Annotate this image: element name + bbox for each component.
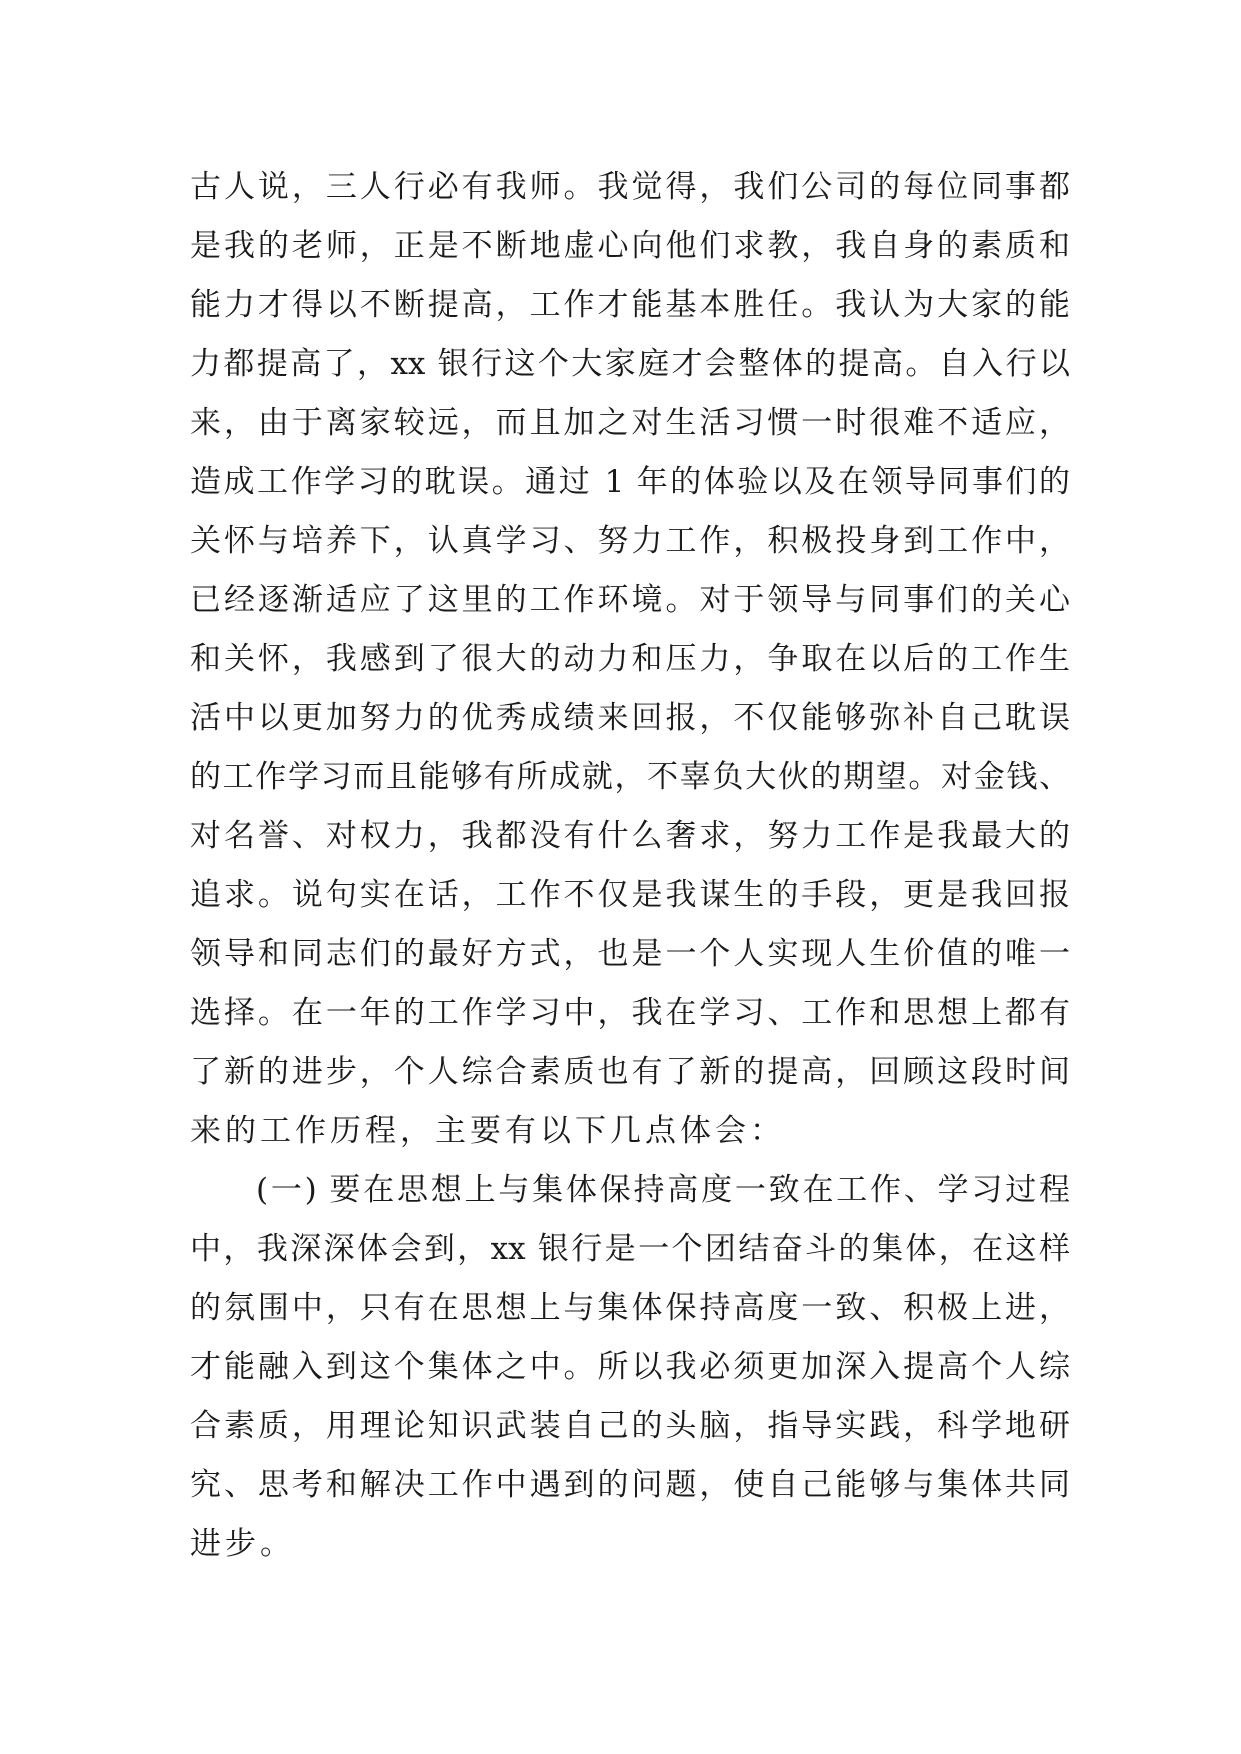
text-line: 究、思考和解决工作中遇到的问题，使自己能够与集体共同: [190, 1467, 1070, 1503]
text-line: 合素质，用理论知识武装自己的头脑，指导实践，科学地研: [190, 1408, 1070, 1444]
paragraph-2: [190, 1161, 1070, 1574]
text-line: 才能融入到这个集体之中。所以我必须更加深入提高个人综: [190, 1349, 1070, 1385]
document-body: [190, 158, 1070, 1574]
text-line: 的工作学习而且能够有所成就，不辜负大伙的期望。对金钱、: [190, 759, 1070, 795]
text-line: 来的工作历程，主要有以下几点体会：: [190, 1113, 785, 1149]
text-line: 的氛围中，只有在思想上与集体保持高度一致、积极上进，: [190, 1290, 1070, 1326]
text-line: 能力才得以不断提高，工作才能基本胜任。我认为大家的能: [190, 287, 1070, 323]
text-line: 选择。在一年的工作学习中，我在学习、工作和思想上都有: [190, 995, 1070, 1031]
text-line: 是我的老师，正是不断地虚心向他们求教，我自身的素质和: [190, 228, 1070, 264]
text-line: 关怀与培养下，认真学习、努力工作，积极投身到工作中，: [190, 523, 1070, 559]
text-line: (一) 要在思想上与集体保持高度一致在工作、学习过程: [256, 1172, 1070, 1208]
text-line: 对名誉、对权力，我都没有什么奢求，努力工作是我最大的: [190, 818, 1070, 854]
text-line: 追求。说句实在话，工作不仅是我谋生的手段，更是我回报: [190, 877, 1070, 913]
text-line: 了新的进步，个人综合素质也有了新的提高，回顾这段时间: [190, 1054, 1070, 1090]
text-line: 中，我深深体会到，xx 银行是一个团结奋斗的集体，在这样: [190, 1231, 1070, 1267]
text-line: 活中以更加努力的优秀成绩来回报，不仅能够弥补自己耽误: [190, 700, 1070, 736]
paragraph-1: [190, 158, 1070, 1161]
text-line: 力都提高了，xx 银行这个大家庭才会整体的提高。自入行以: [190, 346, 1070, 382]
text-line: 领导和同志们的最好方式，也是一个人实现人生价值的唯一: [190, 936, 1070, 972]
text-line: 进步。: [190, 1526, 295, 1562]
text-line: 已经逐渐适应了这里的工作环境。对于领导与同事们的关心: [190, 582, 1070, 618]
text-line: 和关怀，我感到了很大的动力和压力，争取在以后的工作生: [190, 641, 1070, 677]
text-line: 古人说，三人行必有我师。我觉得，我们公司的每位同事都: [190, 169, 1070, 205]
text-line: 造成工作学习的耽误。通过 1 年的体验以及在领导同事们的: [190, 464, 1070, 500]
text-line: 来，由于离家较远，而且加之对生活习惯一时很难不适应，: [190, 405, 1070, 441]
